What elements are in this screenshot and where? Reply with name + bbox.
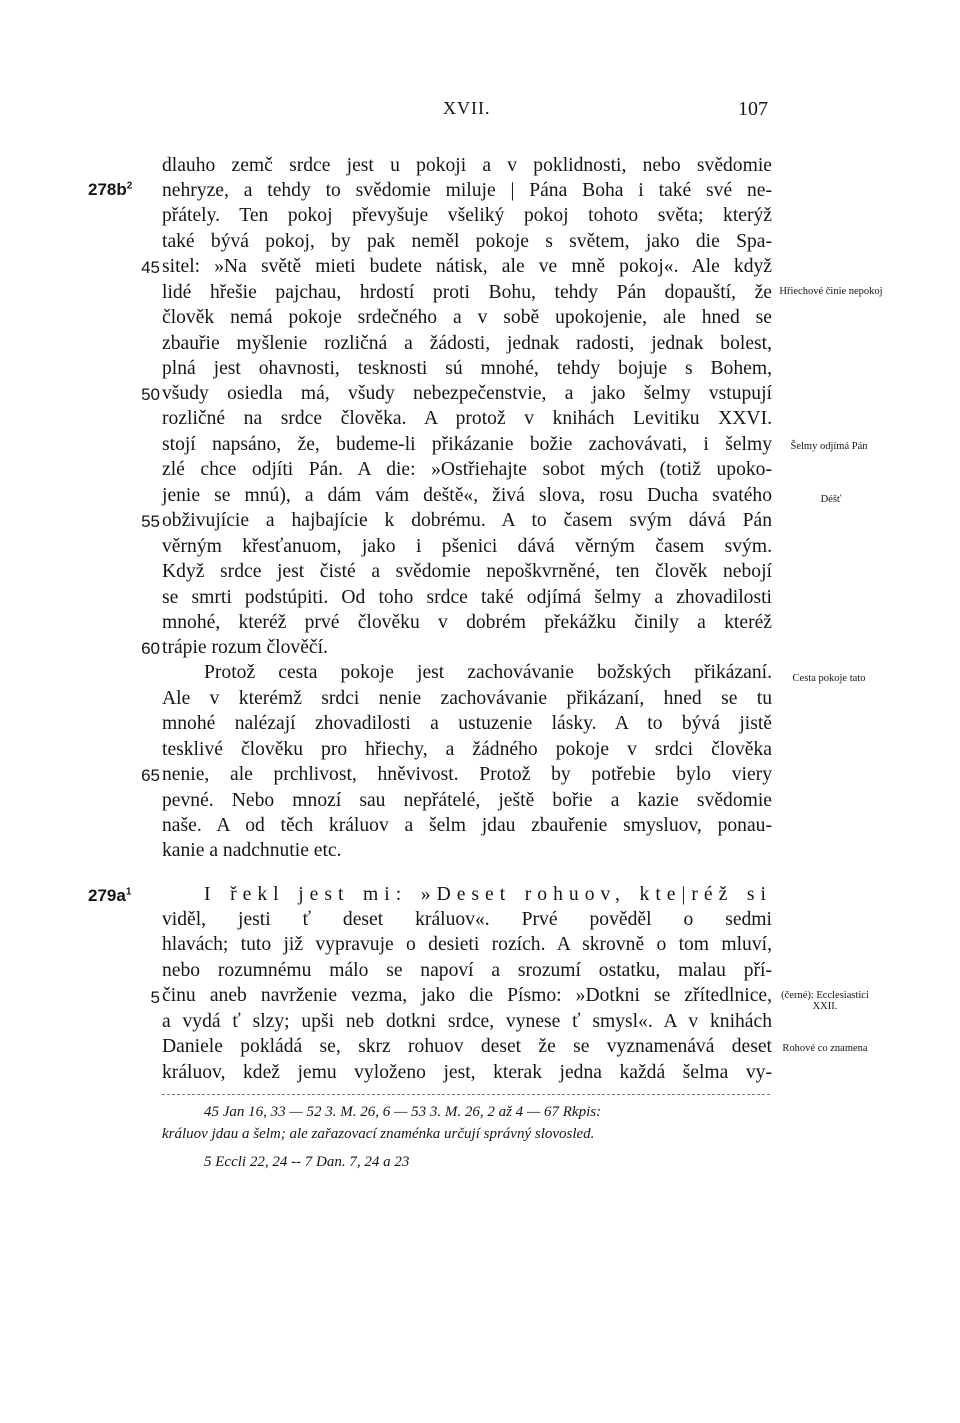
text-line: plná jest ohavnosti, tesknosti sú mnohé, tehdy bojuje s Bohem, bbox=[162, 358, 772, 379]
line-number: 55 bbox=[141, 512, 160, 531]
text-line: kanie a nadchnutie etc. bbox=[162, 840, 342, 861]
line-number: 50 bbox=[141, 385, 160, 404]
margin-note: Cesta pokoje tato bbox=[792, 673, 866, 684]
text-line: tesklivé člověku pro hřiechy, a žádného pokoje v srdci člověka bbox=[162, 739, 772, 760]
text-line: stojí napsáno, že, budeme-li přikázanie božie zachovávati, i šelmy bbox=[162, 434, 772, 455]
text-line: trápie rozum člověčí. bbox=[162, 637, 328, 658]
text-line: naše. A od těch králuov a šelm jdau zbauřenie smysluov, ponau- bbox=[162, 815, 772, 836]
text-line: věrným křesťanuom, jako i pšenici dává věrným časem svým. bbox=[162, 536, 772, 557]
text-line: hlavách; tuto již vypravuje o desieti rozích. A skrovně o tom mluví, bbox=[162, 934, 772, 955]
text-line: lidé hřešie pajchau, hrdostí proti Bohu, tehdy Pán dopauští, že bbox=[162, 282, 772, 303]
text-line: Protož cesta pokoje jest zachovávanie božských přikázaní. bbox=[204, 662, 772, 683]
text-line: jenie se mnú), a dám vám deště«, živá slova, rosu Ducha svatého bbox=[162, 485, 772, 506]
text-line: zlé chce odjíti Pán. A die: »Ostřiehajte sobot mých (totiž upoko- bbox=[162, 459, 772, 480]
footnote-line: 45 Jan 16, 33 — 52 3. M. 26, 6 — 53 3. M. 26, 2 až 4 — 67 Rkpis: bbox=[204, 1104, 602, 1120]
text-line: rozličné na srdce člověka. A protož v knihách Levitiku XXVI. bbox=[162, 408, 772, 429]
text-line: mnohé nalézají zhovadilosti a ustuzenie lásky. A to bývá jistě bbox=[162, 713, 772, 734]
text-line: také bývá pokoj, by pak neměl pokoje s světem, jako die Spa- bbox=[162, 231, 772, 252]
text-line: a vydá ť slzy; upši neb dotkni srdce, vynese ť smysl«. A v knihách bbox=[162, 1011, 772, 1032]
margin-note: Rohové co znamena bbox=[782, 1043, 868, 1054]
text-line: viděl, jesti ť deset králuov«. Prvé pověděl o sedmi bbox=[162, 909, 772, 930]
margin-note: Hřiechové činie nepokoj bbox=[779, 286, 883, 297]
text-line: dlauho zemč srdce jest u pokoji a v poklidnosti, nebo svědomie bbox=[162, 155, 772, 176]
margin-note: Šelmy odjímá Pán bbox=[790, 441, 868, 452]
text-line: činu aneb navrženie vezma, jako die Písmo: »Dotkni se zřítedlnice, bbox=[162, 985, 772, 1006]
footnote-rule bbox=[162, 1094, 770, 1095]
running-header bbox=[0, 98, 960, 128]
text-line: přátely. Ten pokoj převyšuje všeliký pokoj tohoto světa; kterýž bbox=[162, 205, 772, 226]
text-line: Ale v kterémž srdci nenie zachovávanie přikázaní, hned se tu bbox=[162, 688, 772, 709]
footnote-line: 5 Eccli 22, 24 -- 7 Dan. 7, 24 a 23 bbox=[204, 1154, 410, 1170]
line-number: 45 bbox=[141, 258, 160, 277]
text-line: sitel: »Na světě mieti budete nátisk, ale ve mně pokoj«. Ale když bbox=[162, 256, 772, 277]
text-line: všudy osiedla má, všudy nebezpečenstvie, a jako šelmy vstupují bbox=[162, 383, 772, 404]
line-number: 60 bbox=[141, 639, 160, 658]
text-line: se smrti podstúpiti. Od toho srdce také odjímá šelmy a zhovadilosti bbox=[162, 587, 772, 608]
chapter-heading: XVII. bbox=[443, 98, 491, 118]
folio-marker: $278b^2$ bbox=[88, 180, 133, 199]
text-line: pevné. Nebo mnozí sau nepřátelé, ještě bořie a kazie svědomie bbox=[162, 790, 772, 811]
text-line: člověk nemá pokoje srdečného a v sobě upokojenie, ale hned se bbox=[162, 307, 772, 328]
page-number: 107 bbox=[738, 98, 768, 120]
text-line: Daniele pokládá se, skrz rohuov deset že se vyznamenává deset bbox=[162, 1036, 772, 1057]
text-line: I řekl jest mi: »Deset rohuov, kte|réž si bbox=[204, 884, 772, 905]
line-number: 5 bbox=[150, 988, 160, 1007]
folio-marker: $279a^1$ bbox=[88, 886, 132, 905]
text-line: nenie, ale prchlivost, hněvivost. Protož by potřebie bylo viery bbox=[162, 764, 772, 785]
margin-note: Déšť bbox=[820, 494, 842, 505]
text-line: zbauřie myšlenie rozličná a žádosti, jednak radosti, jednak bolest, bbox=[162, 333, 772, 354]
text-line: mnohé, kteréž prvé člověku v dobrém překážku činily a kteréž bbox=[162, 612, 772, 633]
text-line: nebo rozumnému málo se napoví a srozumí ostatku, malau pří- bbox=[162, 960, 772, 981]
footnote-line: králuov jdau a šelm; ale zařazovací znaménka určují správný slovosled. bbox=[162, 1126, 595, 1142]
text-line: obživujície a hajbajície k dobrému. A to časem svým dává Pán bbox=[162, 510, 772, 531]
line-number: 65 bbox=[141, 766, 160, 785]
text-line: králuov, kdež jemu vyloženo jest, kterak jedna každá šelma vy- bbox=[162, 1062, 772, 1083]
text-line: nehryze, a tehdy to svědomie miluje | Pána Boha i také své ne- bbox=[162, 180, 772, 201]
text-line: Když srdce jest čisté a svědomie nepoškvrněné, ten člověk nebojí bbox=[162, 561, 772, 582]
margin-note: (černé): Ecclesiastici XXII. bbox=[781, 990, 869, 1012]
